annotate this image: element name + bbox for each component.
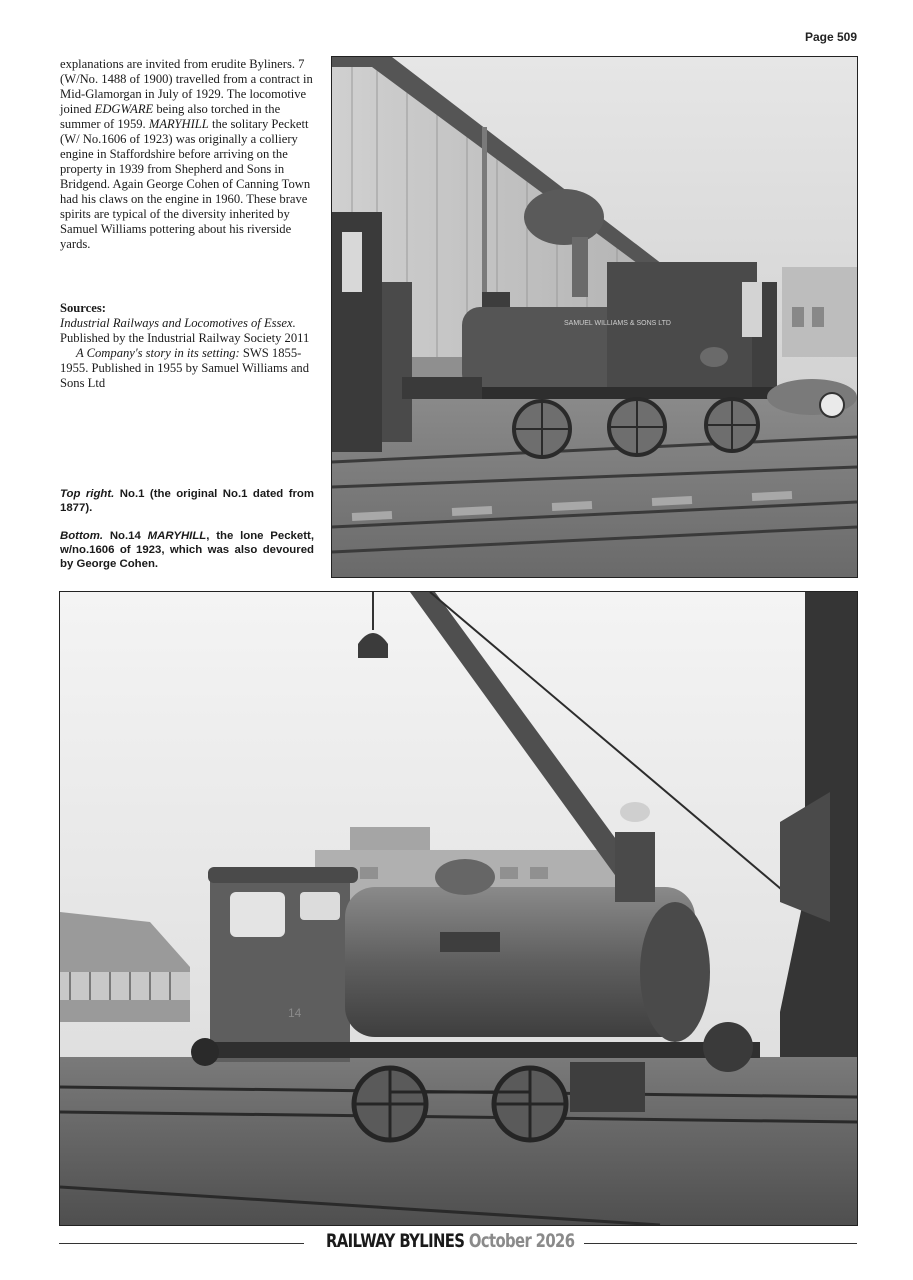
footer-title <box>326 1230 574 1252</box>
photo-top-locomotive <box>331 56 858 578</box>
magazine-name: RAILWAY BYLINES <box>326 1230 465 1252</box>
footer-rule-left <box>59 1243 304 1244</box>
page-number: Page 509 <box>804 30 857 44</box>
source-item: Industrial Railways and Locomotives of Essex. Published by the Industrial Railway Society 2011 <box>60 316 310 345</box>
photo-bottom-locomotive <box>59 591 858 1226</box>
sources-block <box>60 301 314 391</box>
caption-bottom: Bottom. No.14 MARYHILL, the lone Peckett, w/no.1606 of 1923, which was also devoured by George Cohen. <box>60 530 314 570</box>
source-item: A Company's story in its setting: SWS 1855-1955. Published in 1955 by Samuel Williams and Sons Ltd <box>60 346 310 390</box>
article-body <box>60 57 314 252</box>
footer-rule-right <box>584 1243 857 1244</box>
photo-captions <box>60 487 314 585</box>
article-paragraph: explanations are invited from erudite Byliners. 7 (W/No. 1488 of 1900) travelled from a contract in Mid-Glamorgan in July of 1929. The locomotive joined EDGWARE being also torched in the summer of 1959. MARYHILL the solitary Peckett (W/ No.1606 of 1923) was originally a colliery engine in Staffordshire before arriving on the property in 1939 from Shepherd and Sons in Bridgend. Again George Cohen of Canning Town had his claws on the engine in 1960. These brave spirits are typical of the diversity inherited by Samuel Williams pottering about his riverside yards. <box>60 57 313 251</box>
page-footer <box>59 1229 857 1257</box>
caption-top: Top right. No.1 (the original No.1 dated from 1877). <box>60 488 314 514</box>
loco-side-lettering: SAMUEL WILLIAMS & SONS LTD <box>564 320 671 327</box>
issue-date: October 2026 <box>468 1230 575 1252</box>
loco-cab-number: 14 <box>288 1006 302 1020</box>
sources-heading: Sources: <box>60 301 106 315</box>
